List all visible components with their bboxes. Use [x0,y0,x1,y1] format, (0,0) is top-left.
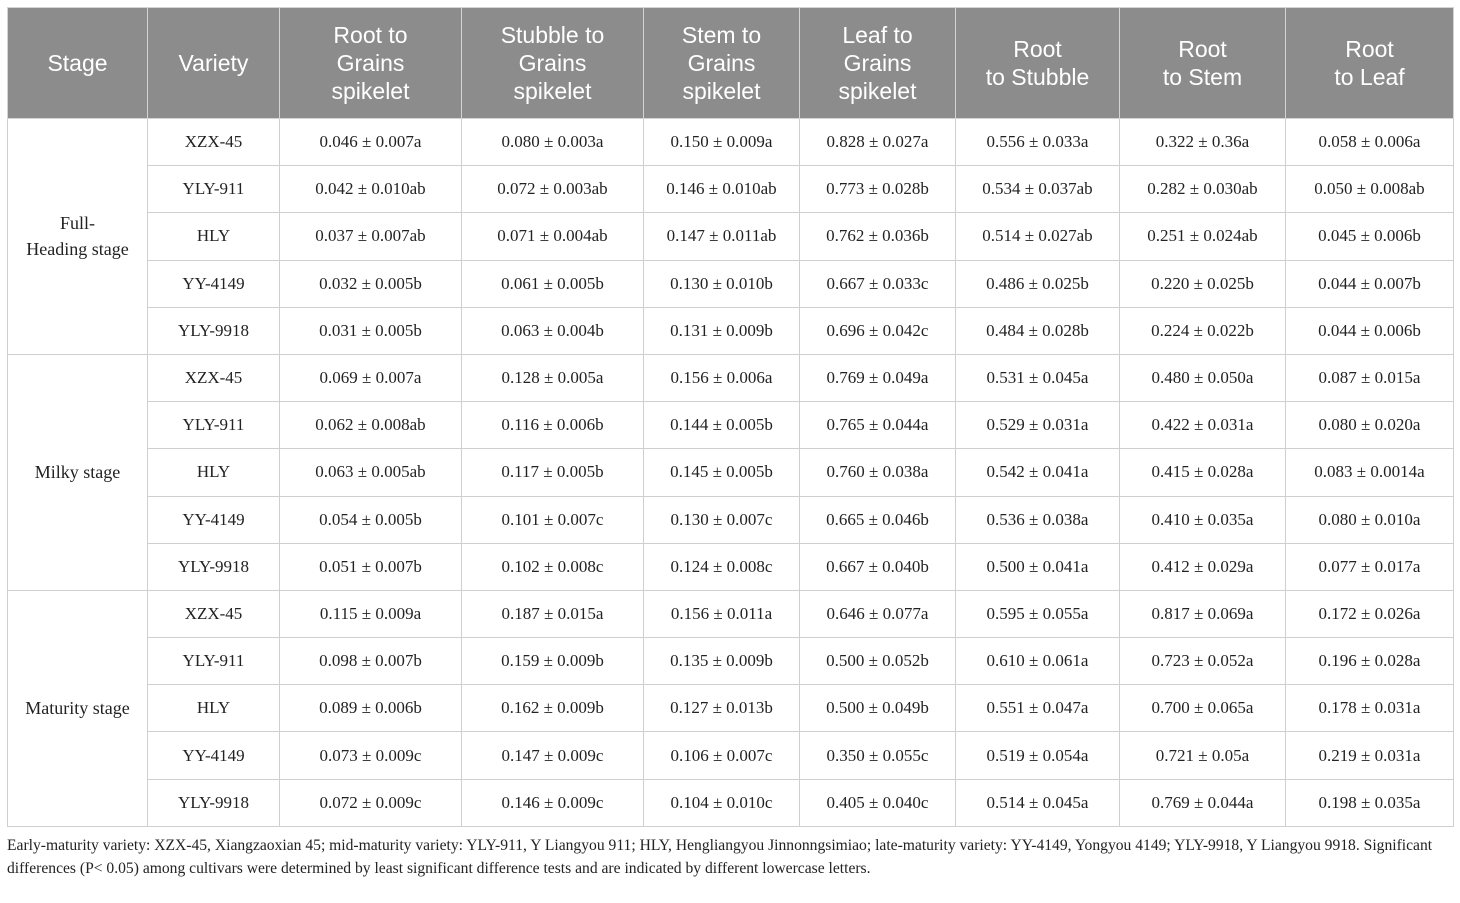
table-header [8,8,1454,119]
value-cell: 0.773 ± 0.028b [800,166,956,213]
value-cell: 0.531 ± 0.045a [956,354,1120,401]
column-header-line: Stem to [681,22,762,48]
variety-cell: YY-4149 [148,732,280,779]
value-cell: 0.080 ± 0.003a [462,119,644,166]
value-cell: 0.322 ± 0.36a [1120,119,1286,166]
value-cell: 0.251 ± 0.024ab [1120,213,1286,260]
value-cell: 0.405 ± 0.040c [800,779,956,826]
value-cell: 0.069 ± 0.007a [280,354,462,401]
value-cell: 0.116 ± 0.006b [462,402,644,449]
value-cell: 0.062 ± 0.008ab [280,402,462,449]
value-cell: 0.124 ± 0.008c [644,543,800,590]
stage-label: Milky stage [34,462,121,483]
stage-label: Maturity stage [25,698,130,719]
value-cell: 0.115 ± 0.009a [280,590,462,637]
header-row [8,8,1454,119]
column-header [8,8,148,119]
value-cell: 0.224 ± 0.022b [1120,307,1286,354]
value-cell: 0.083 ± 0.0014a [1286,449,1454,496]
value-cell: 0.828 ± 0.027a [800,119,956,166]
value-cell: 0.104 ± 0.010c [644,779,800,826]
variety-cell: YLY-9918 [148,307,280,354]
value-cell: 0.031 ± 0.005b [280,307,462,354]
column-header-line: Grains [518,50,587,76]
value-cell: 0.410 ± 0.035a [1120,496,1286,543]
variety-cell: XZX-45 [148,119,280,166]
value-cell: 0.610 ± 0.061a [956,638,1120,685]
value-cell: 0.765 ± 0.044a [800,402,956,449]
value-cell: 0.050 ± 0.008ab [1286,166,1454,213]
value-cell: 0.128 ± 0.005a [462,354,644,401]
variety-cell: HLY [148,213,280,260]
value-cell: 0.198 ± 0.035a [1286,779,1454,826]
column-header [280,8,462,119]
value-cell: 0.696 ± 0.042c [800,307,956,354]
value-cell: 0.150 ± 0.009a [644,119,800,166]
value-cell: 0.131 ± 0.009b [644,307,800,354]
table-row [8,354,1454,401]
column-header-line: spikelet [838,78,917,104]
value-cell: 0.514 ± 0.045a [956,779,1120,826]
value-cell: 0.486 ± 0.025b [956,260,1120,307]
variety-cell: YLY-9918 [148,779,280,826]
value-cell: 0.080 ± 0.010a [1286,496,1454,543]
value-cell: 0.723 ± 0.052a [1120,638,1286,685]
value-cell: 0.146 ± 0.010ab [644,166,800,213]
value-cell: 0.051 ± 0.007b [280,543,462,590]
value-cell: 0.536 ± 0.038a [956,496,1120,543]
stage-cell [8,354,148,590]
column-header-line: Root [1345,36,1394,62]
column-header-line: Root [1013,36,1062,62]
value-cell: 0.098 ± 0.007b [280,638,462,685]
column-header-line: to Stubble [985,64,1090,90]
column-header-line: Root [1178,36,1227,62]
table-row [8,590,1454,637]
stage-label: Full- [59,213,95,234]
value-cell: 0.500 ± 0.052b [800,638,956,685]
value-cell: 0.412 ± 0.029a [1120,543,1286,590]
value-cell: 0.514 ± 0.027ab [956,213,1120,260]
value-cell: 0.172 ± 0.026a [1286,590,1454,637]
value-cell: 0.762 ± 0.036b [800,213,956,260]
value-cell: 0.147 ± 0.011ab [644,213,800,260]
stage-label: Heading stage [26,239,129,260]
value-cell: 0.542 ± 0.041a [956,449,1120,496]
column-header [462,8,644,119]
column-header [956,8,1120,119]
data-table [7,7,1454,827]
variety-cell: YLY-911 [148,402,280,449]
value-cell: 0.646 ± 0.077a [800,590,956,637]
variety-cell: YLY-9918 [148,543,280,590]
value-cell: 0.135 ± 0.009b [644,638,800,685]
value-cell: 0.130 ± 0.010b [644,260,800,307]
value-cell: 0.159 ± 0.009b [462,638,644,685]
value-cell: 0.087 ± 0.015a [1286,354,1454,401]
table-row [8,685,1454,732]
value-cell: 0.350 ± 0.055c [800,732,956,779]
value-cell: 0.045 ± 0.006b [1286,213,1454,260]
value-cell: 0.127 ± 0.013b [644,685,800,732]
value-cell: 0.187 ± 0.015a [462,590,644,637]
value-cell: 0.480 ± 0.050a [1120,354,1286,401]
table-row [8,638,1454,685]
value-cell: 0.220 ± 0.025b [1120,260,1286,307]
column-header-line: to Stem [1162,64,1243,90]
value-cell: 0.063 ± 0.004b [462,307,644,354]
variety-cell: HLY [148,449,280,496]
value-cell: 0.556 ± 0.033a [956,119,1120,166]
column-header-line: spikelet [682,78,761,104]
variety-cell: YLY-911 [148,638,280,685]
table-body [8,119,1454,827]
table-footnote: Early-maturity variety: XZX-45, Xiangzaoxian 45; mid-maturity variety: YLY-911, Y Liangyou 911; HLY, Hengliangyou Jinnonngsimiao; late-maturity variety: YY-4149, Yongyou 4149; YLY-9918, Y Liangyou 9918. Significant differences (P< 0.05) among cultivars were determined by least significant difference tests and are indicated by different lowercase letters. [7,836,1433,877]
column-header-line: Leaf to [842,22,913,48]
value-cell: 0.178 ± 0.031a [1286,685,1454,732]
value-cell: 0.063 ± 0.005ab [280,449,462,496]
column-header [1120,8,1286,119]
value-cell: 0.595 ± 0.055a [956,590,1120,637]
value-cell: 0.044 ± 0.007b [1286,260,1454,307]
value-cell: 0.484 ± 0.028b [956,307,1120,354]
value-cell: 0.422 ± 0.031a [1120,402,1286,449]
value-cell: 0.073 ± 0.009c [280,732,462,779]
variety-cell: YY-4149 [148,260,280,307]
table-row [8,732,1454,779]
value-cell: 0.071 ± 0.004ab [462,213,644,260]
value-cell: 0.667 ± 0.033c [800,260,956,307]
value-cell: 0.117 ± 0.005b [462,449,644,496]
column-header-line: Grains [687,50,756,76]
table-row [8,779,1454,826]
value-cell: 0.054 ± 0.005b [280,496,462,543]
value-cell: 0.130 ± 0.007c [644,496,800,543]
value-cell: 0.146 ± 0.009c [462,779,644,826]
value-cell: 0.665 ± 0.046b [800,496,956,543]
column-header-line: Root to [333,22,408,48]
column-header [1286,8,1454,119]
column-header [644,8,800,119]
value-cell: 0.769 ± 0.044a [1120,779,1286,826]
value-cell: 0.144 ± 0.005b [644,402,800,449]
value-cell: 0.044 ± 0.006b [1286,307,1454,354]
table-row [8,496,1454,543]
table-row [8,119,1454,166]
value-cell: 0.089 ± 0.006b [280,685,462,732]
value-cell: 0.077 ± 0.017a [1286,543,1454,590]
value-cell: 0.667 ± 0.040b [800,543,956,590]
stage-cell [8,119,148,355]
value-cell: 0.519 ± 0.054a [956,732,1120,779]
variety-cell: YY-4149 [148,496,280,543]
column-header-line: to Leaf [1334,64,1405,90]
column-header-line: Grains [336,50,405,76]
table-row [8,449,1454,496]
column-header-line: Variety [178,50,249,76]
value-cell: 0.102 ± 0.008c [462,543,644,590]
table-row [8,402,1454,449]
value-cell: 0.551 ± 0.047a [956,685,1120,732]
value-cell: 0.415 ± 0.028a [1120,449,1286,496]
value-cell: 0.500 ± 0.041a [956,543,1120,590]
value-cell: 0.700 ± 0.065a [1120,685,1286,732]
variety-cell: YLY-911 [148,166,280,213]
stage-cell [8,590,148,826]
table-figure [7,7,1453,880]
value-cell: 0.072 ± 0.003ab [462,166,644,213]
value-cell: 0.721 ± 0.05a [1120,732,1286,779]
variety-cell: HLY [148,685,280,732]
value-cell: 0.162 ± 0.009b [462,685,644,732]
value-cell: 0.769 ± 0.049a [800,354,956,401]
value-cell: 0.147 ± 0.009c [462,732,644,779]
value-cell: 0.080 ± 0.020a [1286,402,1454,449]
column-header-line: Stage [47,50,108,76]
column-header-line: Grains [843,50,912,76]
column-header [148,8,280,119]
value-cell: 0.058 ± 0.006a [1286,119,1454,166]
column-header-line: Stubble to [500,22,605,48]
value-cell: 0.072 ± 0.009c [280,779,462,826]
value-cell: 0.534 ± 0.037ab [956,166,1120,213]
value-cell: 0.196 ± 0.028a [1286,638,1454,685]
value-cell: 0.101 ± 0.007c [462,496,644,543]
value-cell: 0.219 ± 0.031a [1286,732,1454,779]
column-header-line: spikelet [513,78,592,104]
value-cell: 0.817 ± 0.069a [1120,590,1286,637]
variety-cell: XZX-45 [148,590,280,637]
table-row [8,543,1454,590]
column-header [800,8,956,119]
value-cell: 0.037 ± 0.007ab [280,213,462,260]
table-row [8,166,1454,213]
value-cell: 0.061 ± 0.005b [462,260,644,307]
variety-cell: XZX-45 [148,354,280,401]
value-cell: 0.500 ± 0.049b [800,685,956,732]
value-cell: 0.156 ± 0.006a [644,354,800,401]
table-row [8,307,1454,354]
table-row [8,213,1454,260]
value-cell: 0.032 ± 0.005b [280,260,462,307]
value-cell: 0.760 ± 0.038a [800,449,956,496]
table-row [8,260,1454,307]
value-cell: 0.156 ± 0.011a [644,590,800,637]
value-cell: 0.145 ± 0.005b [644,449,800,496]
value-cell: 0.046 ± 0.007a [280,119,462,166]
value-cell: 0.529 ± 0.031a [956,402,1120,449]
value-cell: 0.106 ± 0.007c [644,732,800,779]
value-cell: 0.282 ± 0.030ab [1120,166,1286,213]
value-cell: 0.042 ± 0.010ab [280,166,462,213]
column-header-line: spikelet [331,78,410,104]
